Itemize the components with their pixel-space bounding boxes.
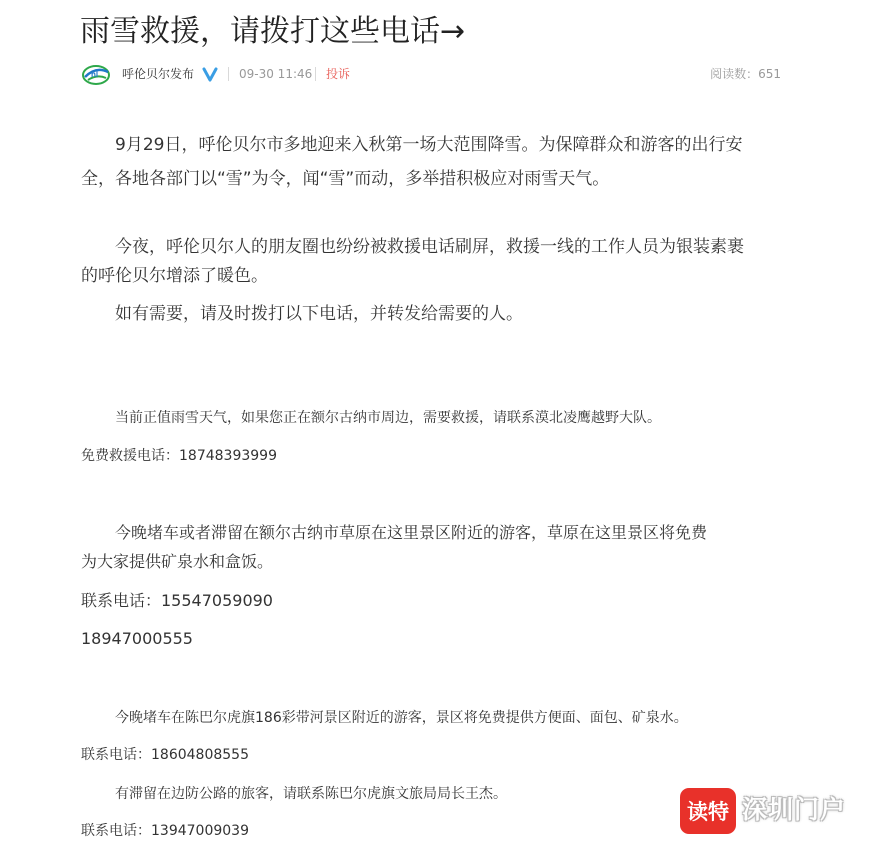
phone-line: 联系电话：13947009039 [81, 823, 249, 839]
phone-line: 联系电话：18604808555 [81, 747, 249, 763]
svg-text:hl: hl [91, 70, 99, 79]
read-count: 阅读数：651 [710, 67, 781, 81]
paragraph: 今晚堵车在陈巴尔虎旗186彩带河景区附近的游客，景区将免费提供方便面、面包、矿泉水。 [115, 710, 688, 726]
paragraph-line: 今晚堵车或者滞留在额尔古纳市草原在这里景区附近的游客，草原在这里景区将免费 [115, 523, 708, 542]
paragraph-line: 9月29日，呼伦贝尔市多地迎来入秋第一场大范围降雪。为保障群众和游客的出行安 [115, 135, 743, 155]
phone-line: 联系电话：15547059090 [81, 591, 273, 610]
meta-divider [228, 67, 229, 81]
paragraph: 有滞留在边防公路的旅客，请联系陈巴尔虎旗文旅局局长王杰。 [115, 786, 507, 802]
watermark-text: 深圳门户 [742, 795, 847, 824]
watermark-badge [680, 788, 736, 834]
phone-line: 18947000555 [81, 629, 193, 648]
shenzhen-portal-watermark [680, 782, 864, 844]
paragraph: 如有需要，请及时拨打以下电话，并转发给需要的人。 [115, 304, 523, 324]
watermark-badge-text: 读特 [687, 800, 729, 824]
author-name[interactable]: 呼伦贝尔发布 [122, 67, 195, 81]
paragraph-line: 今夜，呼伦贝尔人的朋友圈也纷纷被救援电话刷屏，救援一线的工作人员为银装素裹 [115, 237, 744, 257]
paragraph-line: 全，各地各部门以“雪”为令，闻“雪”而动，多举措积极应对雨雪天气。 [81, 169, 610, 189]
publisher-logo-icon[interactable] [81, 62, 111, 86]
paragraph-line: 为大家提供矿泉水和盒饭。 [81, 552, 274, 571]
phone-line: 免费救援电话：18748393999 [81, 448, 277, 464]
article-title: 雨雪救援，请拨打这些电话→ [80, 14, 466, 49]
report-link[interactable]: 投诉 [326, 67, 351, 81]
meta-divider [315, 67, 316, 81]
verified-v-icon [202, 66, 218, 82]
publish-date: 09-30 11:46 [239, 67, 313, 81]
paragraph-line: 的呼伦贝尔增添了暖色。 [81, 266, 268, 286]
paragraph: 当前正值雨雪天气，如果您正在额尔古纳市周边，需要救援，请联系漠北凌鹰越野大队。 [115, 410, 661, 426]
